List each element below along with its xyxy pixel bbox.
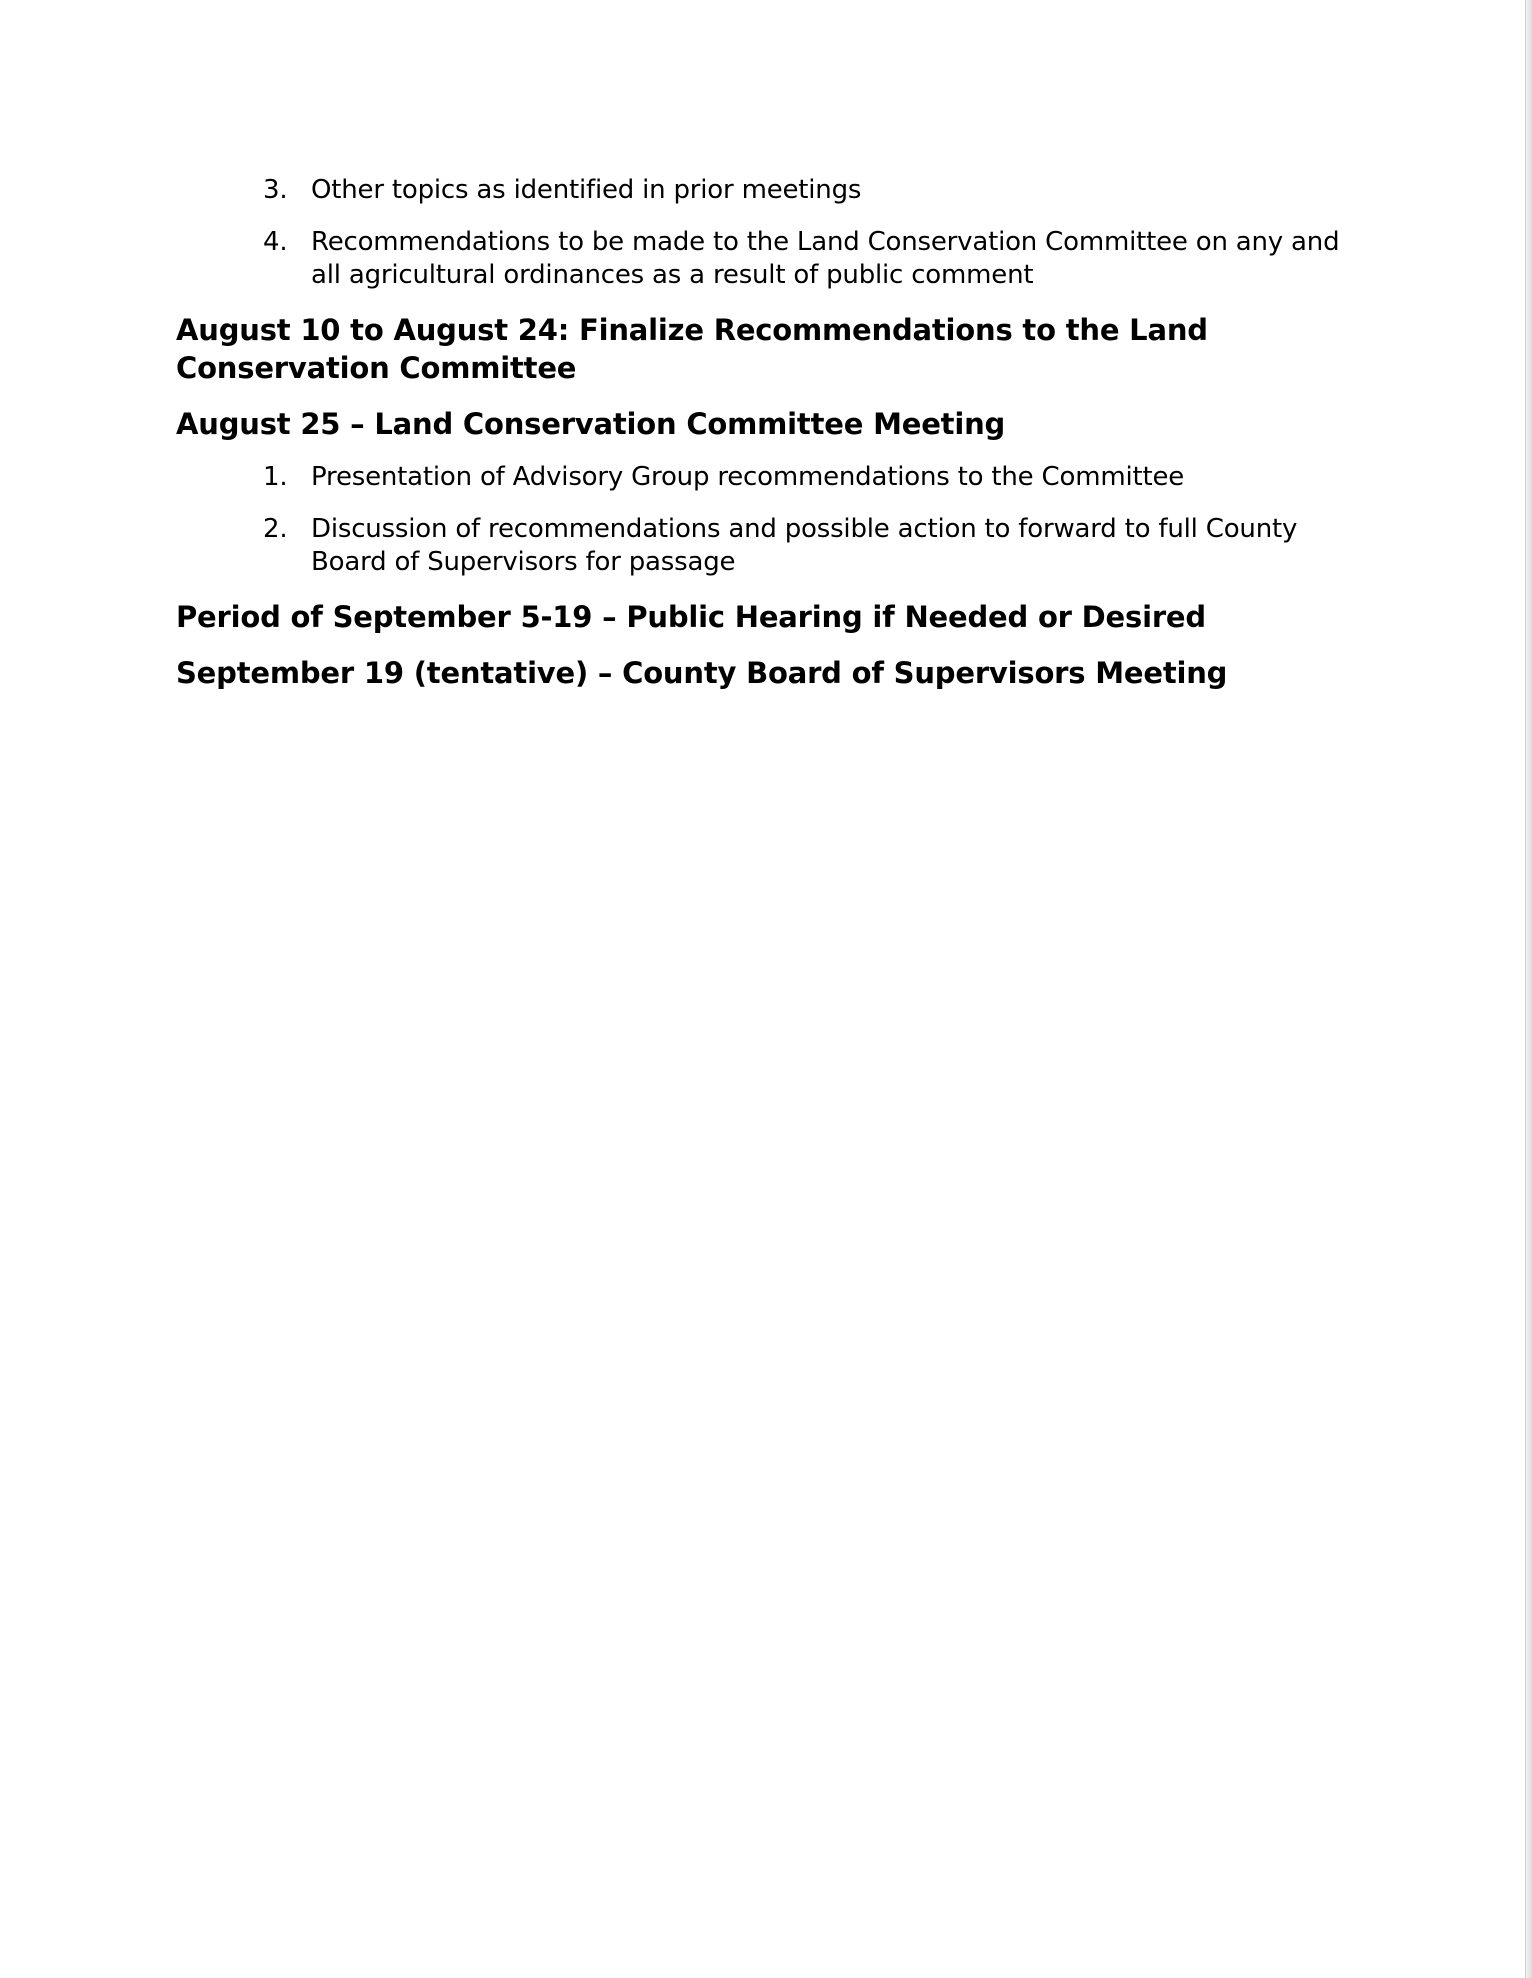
heading-september-19: September 19 (tentative) – County Board of Supervisors Meeting [176, 656, 1228, 690]
agenda-list-continued [176, 174, 1356, 292]
list-item-text: Discussion of recommendations and possible action to forward to full County Board of Supervisors for passage [311, 514, 1298, 577]
page-edge [1525, 0, 1532, 1978]
heading-august-10-24: August 10 to August 24: Finalize Recommendations to the Land Conservation Committee [176, 313, 1208, 385]
heading-august-25: August 25 – Land Conservation Committee Meeting [176, 407, 1006, 441]
list-item-text: Recommendations to be made to the Land Conservation Committee on any and all agricultural ordinances as a result of public comment [311, 227, 1340, 290]
list-item-text: Other topics as identified in prior meetings [311, 175, 862, 205]
list-item-number: 4. [263, 227, 288, 257]
list-item-text: Presentation of Advisory Group recommendations to the Committee [311, 462, 1185, 492]
list-item [176, 461, 1356, 494]
list-item [176, 513, 1356, 579]
heading-september-5-19: Period of September 5-19 – Public Hearing if Needed or Desired [176, 600, 1206, 634]
list-item-number: 3. [263, 175, 288, 205]
document-content [176, 174, 1356, 710]
list-item-number: 2. [263, 514, 288, 544]
list-item [176, 226, 1356, 292]
list-item-number: 1. [263, 462, 288, 492]
list-item [176, 174, 1356, 207]
agenda-list-august-25 [176, 461, 1356, 579]
